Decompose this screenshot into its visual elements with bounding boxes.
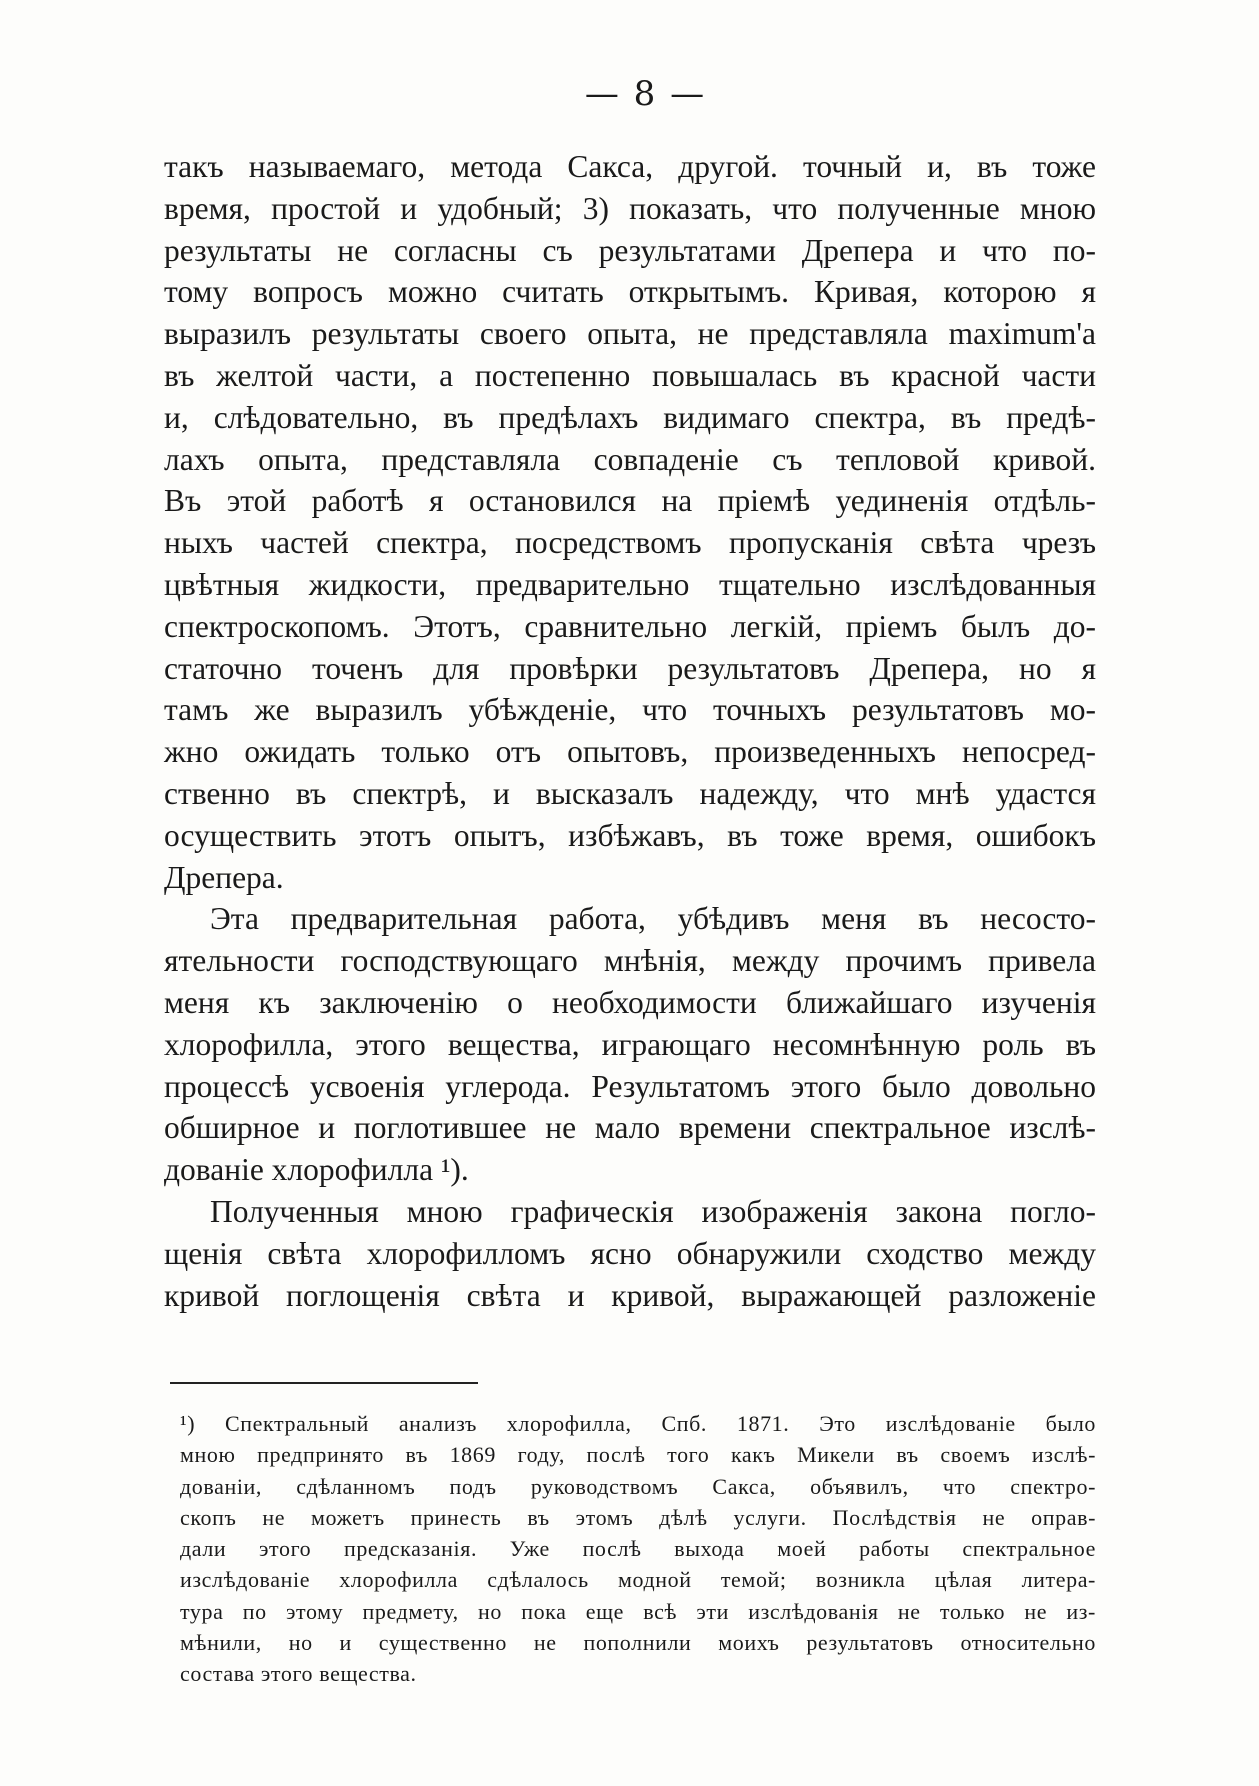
text-line: статочно точенъ для провѣрки результатовъ Дрепера, но я bbox=[164, 650, 1096, 686]
text-line: ныхъ частей спектра, посредствомъ пропусканія свѣта чрезъ bbox=[164, 525, 1096, 561]
footnote-line: мѣнили, но и существенно не пополнили моихъ результатовъ относительно bbox=[180, 1630, 1096, 1656]
text-line: процессѣ усвоенія углерода. Результатомъ этого было довольно bbox=[164, 1068, 1096, 1104]
text-line: меня къ заключенію о необходимости ближайшаго изученія bbox=[164, 984, 1096, 1020]
text-line: ственно въ спектрѣ, и высказалъ надежду, что мнѣ удастся bbox=[164, 775, 1096, 811]
text-line: осуществить этотъ опытъ, избѣжавъ, въ тоже время, ошибокъ bbox=[164, 817, 1096, 853]
footnote-line: дованіи, сдѣланномъ подъ руководствомъ Сакса, объявилъ, что спектро- bbox=[180, 1473, 1096, 1499]
footnote-line: скопъ не можетъ принесть въ этомъ дѣлѣ услуги. Послѣдствія не оправ- bbox=[180, 1504, 1096, 1530]
text-line: цвѣтныя жидкости, предварительно тщательно изслѣдованныя bbox=[164, 566, 1096, 602]
paragraph-start-line: Полученныя мною графическія изображенія закона погло- bbox=[210, 1193, 1096, 1229]
footnote-divider bbox=[170, 1382, 478, 1384]
text-line: хлорофилла, этого вещества, играющаго несомнѣнную роль въ bbox=[164, 1026, 1096, 1062]
footnote-line: состава этого вещества. bbox=[180, 1661, 417, 1687]
text-line: Дрепера. bbox=[164, 859, 284, 895]
page-number: — 8 — bbox=[584, 74, 707, 114]
text-line: спектроскопомъ. Этотъ, сравнительно легкій, пріемъ былъ до- bbox=[164, 608, 1096, 644]
text-line: ятельности господствующаго мнѣнія, между прочимъ привела bbox=[164, 943, 1096, 979]
footnote bbox=[180, 1408, 1096, 1690]
text-line: такъ называемаго, метода Сакса, другой. точный и, въ тоже bbox=[164, 149, 1096, 184]
footnote-line: тура по этому предмету, но пока еще всѣ эти изслѣдованія не только не из- bbox=[180, 1598, 1096, 1624]
footnote-line: дали этого предсказанія. Уже послѣ выхода моей работы спектральное bbox=[180, 1536, 1096, 1562]
text-line: дованіе хлорофилла ¹). bbox=[164, 1152, 469, 1188]
text-line: Въ этой работѣ я остановился на пріемѣ уединенія отдѣль- bbox=[164, 483, 1096, 519]
text-line: выразилъ результаты своего опыта, не представляла maximum'a bbox=[164, 316, 1096, 352]
text-line: лахъ опыта, представляла совпаденіе съ тепловой кривой. bbox=[164, 441, 1096, 477]
footnote-line: изслѣдованіе хлорофилла сдѣлалось модной темой; возникла цѣлая литера- bbox=[180, 1567, 1096, 1593]
text-line: кривой поглощенія свѣта и кривой, выражающей разложеніе bbox=[164, 1277, 1096, 1313]
text-line: тому вопросъ можно считать открытымъ. Кривая, которою я bbox=[164, 274, 1096, 310]
footnote-line: ¹) Спектральный анализъ хлорофилла, Спб. 1871. Это изслѣдованіе было bbox=[180, 1411, 1096, 1436]
body-text bbox=[164, 146, 1096, 1316]
text-line: щенія свѣта хлорофилломъ ясно обнаружили сходство между bbox=[164, 1235, 1096, 1271]
text-line: время, простой и удобный; 3) показать, что полученные мною bbox=[164, 190, 1096, 226]
text-line: жно ожидать только отъ опытовъ, произведенныхъ непосред- bbox=[164, 734, 1096, 770]
text-line: результаты не согласны съ результатами Дрепера и что по- bbox=[164, 232, 1096, 268]
text-line: обширное и поглотившее не мало времени спектральное изслѣ- bbox=[164, 1110, 1096, 1146]
text-line: тамъ же выразилъ убѣжденіе, что точныхъ результатовъ мо- bbox=[164, 692, 1096, 728]
paragraph-start-line: Эта предварительная работа, убѣдивъ меня въ несосто- bbox=[210, 901, 1096, 937]
text-line: въ желтой части, а постепенно повышалась въ красной части bbox=[164, 357, 1096, 393]
footnote-line: мною предпринято въ 1869 году, послѣ того какъ Микели въ своемъ изслѣ- bbox=[180, 1442, 1096, 1468]
text-line: и, слѣдовательно, въ предѣлахъ видимаго спектра, въ предѣ- bbox=[164, 399, 1096, 435]
